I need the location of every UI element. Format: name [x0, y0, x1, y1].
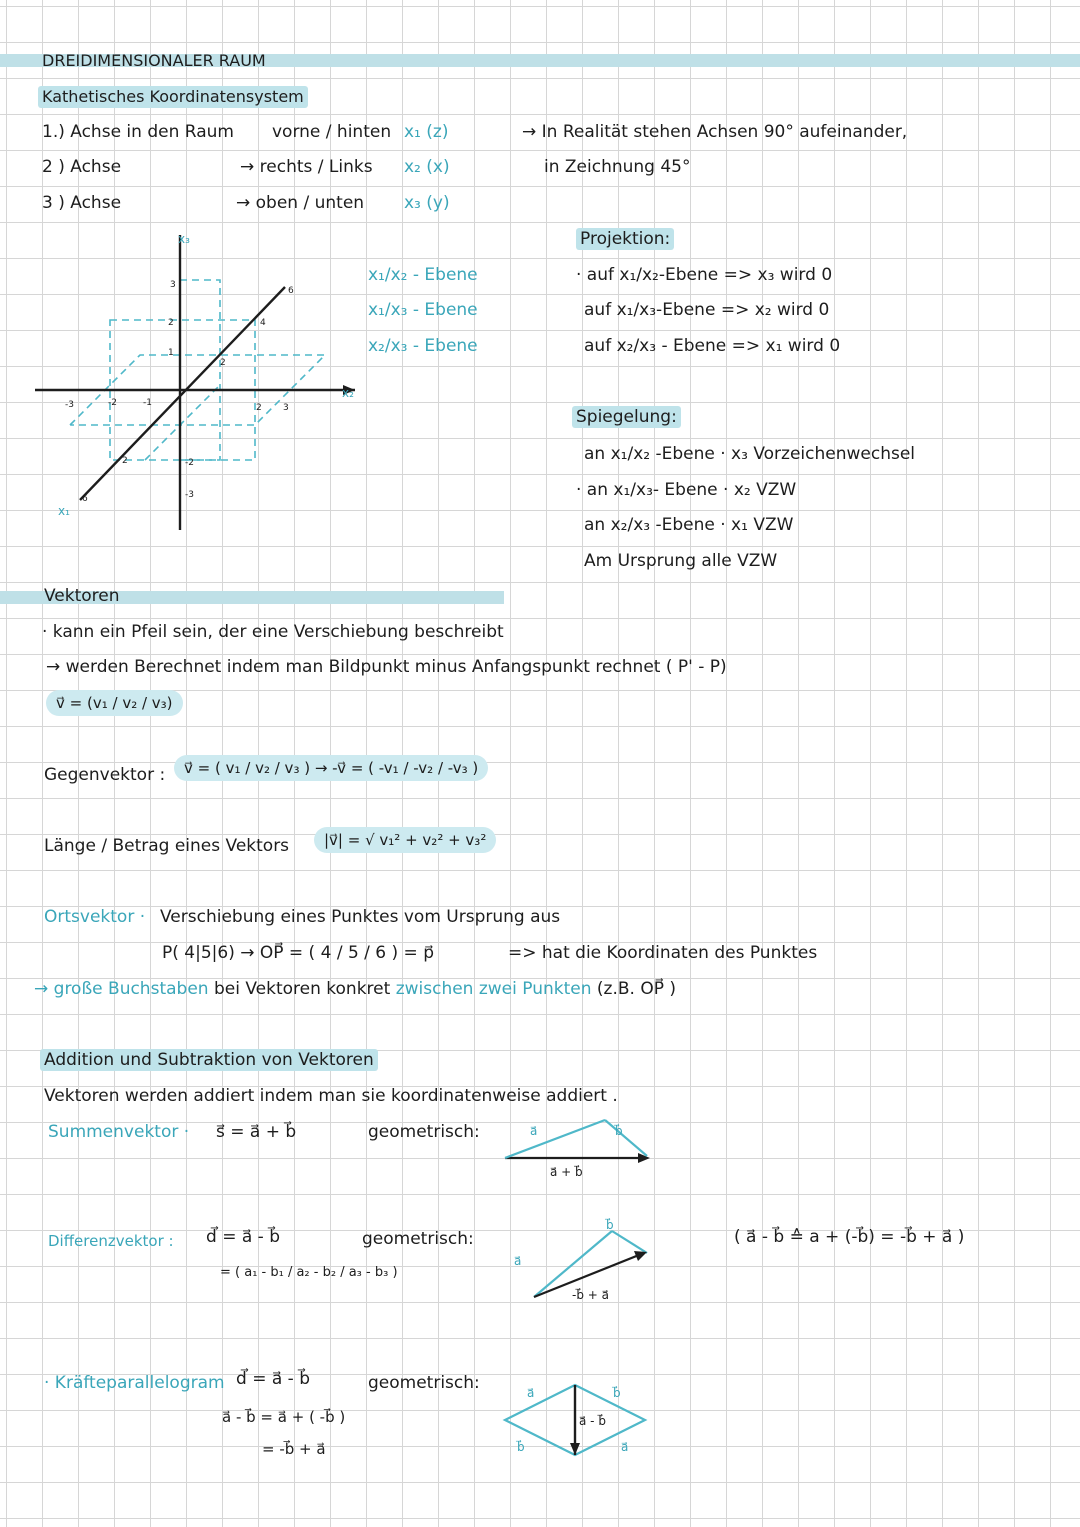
mirror-title: Spiegelung: [572, 406, 681, 428]
sum-fig-s: a⃗ + b⃗ [550, 1165, 583, 1179]
svg-text:2: 2 [256, 403, 262, 413]
differenzvektor-formula: d⃗ = a⃗ - b⃗ [206, 1227, 280, 1247]
sum-fig-a: a⃗ [530, 1124, 538, 1138]
rule-part-d: (z.B. OP⃗ ) [591, 979, 677, 999]
projection-item-1: · auf x₁/x₂-Ebene => x₃ wird 0 [576, 265, 833, 285]
kraft-geo-label: geometrisch: [368, 1373, 480, 1393]
mirror-item-3: an x₂/x₃ -Ebene · x₁ VZW [584, 515, 794, 535]
kraft-fig-a2: a⃗ [621, 1440, 629, 1454]
gegenvektor-formula: v⃗ = ( v₁ / v₂ / v₃ ) → -v⃗ = ( -v₁ / -v₂ / -v₃ ) [174, 755, 488, 781]
kraft-formula-1: d⃗ = a⃗ - b⃗ [236, 1369, 310, 1389]
x3-axis-label: x₃ [178, 232, 190, 246]
laenge-formula: |v⃗| = √ v₁² + v₂² + v₃² [314, 827, 496, 853]
axis-2-label: 2 ) Achse [42, 157, 122, 177]
sum-vector-figure [495, 1110, 665, 1190]
svg-text:-2: -2 [108, 398, 117, 408]
vectors-line-1: · kann ein Pfeil sein, der eine Verschiebung beschreibt [42, 622, 504, 642]
vector-definition: v⃗ = (v₁ / v₂ / v₃) [46, 690, 183, 716]
ortsvektor-rule [34, 978, 676, 1000]
force-parallelogram-figure [495, 1375, 655, 1465]
addsub-line: Vektoren werden addiert indem man sie koordinatenweise addiert . [44, 1086, 618, 1106]
axis-3-label: 3 ) Achse [42, 193, 122, 213]
differenzvektor-components: = ( a₁ - b₁ / a₂ - b₂ / a₃ - b₃ ) [220, 1265, 398, 1280]
svg-text:6: 6 [288, 286, 294, 296]
mirror-item-2: · an x₁/x₃- Ebene · x₂ VZW [576, 480, 797, 500]
ortsvektor-example: P( 4|5|6) → OP⃗ = ( 4 / 5 / 6 ) = p⃗ [162, 943, 434, 963]
axis-2-dir: → rechts / Links [240, 157, 373, 177]
axis-1-dir: vorne / hinten [272, 122, 392, 142]
kraft-formula-3: = -b⃗ + a⃗ [262, 1440, 326, 1458]
kraft-formula-2: a⃗ - b⃗ = a⃗ + ( -b⃗ ) [222, 1408, 346, 1426]
svg-text:-3: -3 [185, 490, 194, 500]
svg-text:2: 2 [168, 318, 174, 328]
kraft-fig-a: a⃗ [527, 1386, 535, 1400]
svg-text:6: 6 [82, 494, 88, 504]
ortsvektor-label: Ortsvektor · [44, 907, 146, 927]
ortsvektor-desc: Verschiebung eines Punktes vom Ursprung aus [160, 907, 561, 927]
svg-text:-1: -1 [143, 398, 152, 408]
vectors-line-2: → werden Berechnet indem man Bildpunkt minus Anfangspunkt rechnet ( P' - P) [46, 657, 727, 677]
plane-x2x3: x₂/x₃ - Ebene [368, 336, 478, 356]
summenvektor-formula: s⃗ = a⃗ + b⃗ [216, 1122, 297, 1142]
svg-text:2: 2 [122, 456, 128, 466]
ortsvektor-note: => hat die Koordinaten des Punktes [508, 943, 818, 963]
kraft-fig-b2: b⃗ [517, 1440, 525, 1454]
summenvektor-label: Summenvektor · [48, 1122, 190, 1142]
projection-title: Projektion: [576, 228, 674, 250]
sum-fig-b: b⃗ [615, 1124, 623, 1138]
gegenvektor-label: Gegenvektor : [44, 765, 166, 785]
vectors-title: Vektoren [44, 586, 120, 606]
reality-note-1: → In Realität stehen Achsen 90° aufeinander, [522, 122, 908, 142]
svg-text:3: 3 [283, 403, 289, 413]
differenzvektor-label: Differenzvektor : [48, 1232, 174, 1250]
sum-geo-label: geometrisch: [368, 1122, 480, 1142]
svg-text:1: 1 [168, 348, 174, 358]
diff-fig-b: b⃗ [606, 1218, 614, 1232]
kraft-fig-b: b⃗ [613, 1386, 621, 1400]
svg-text:3: 3 [170, 280, 176, 290]
rule-part-c: zwischen zwei Punkten [395, 979, 592, 999]
svg-text:-2: -2 [185, 458, 194, 468]
projection-item-3: auf x₂/x₃ - Ebene => x₁ wird 0 [584, 336, 841, 356]
axis-1-name: x₁ (z) [404, 122, 449, 142]
axis-3-dir: → oben / unten [236, 193, 365, 213]
axis-2-name: x₂ (x) [404, 157, 450, 177]
reality-note-2: in Zeichnung 45° [544, 157, 691, 177]
diff-fig-r: -b⃗ + a⃗ [572, 1288, 609, 1302]
laenge-label: Länge / Betrag eines Vektors [44, 836, 290, 856]
difference-vector-figure [512, 1215, 662, 1305]
mirror-item-1: an x₁/x₂ -Ebene · x₃ Vorzeichenwechsel [584, 444, 916, 464]
axis-1-label: 1.) Achse in den Raum [42, 122, 234, 142]
rule-part-a: → große Buchstaben [34, 979, 209, 999]
page-title: DREIDIMENSIONALER RAUM [42, 51, 266, 70]
addsub-title: Addition und Subtraktion von Vektoren [40, 1049, 378, 1071]
diff-fig-a: a⃗ [514, 1254, 522, 1268]
mirror-item-4: Am Ursprung alle VZW [584, 551, 778, 571]
svg-text:2: 2 [220, 358, 226, 368]
diff-geo-label: geometrisch: [362, 1229, 474, 1249]
svg-text:-3: -3 [65, 400, 74, 410]
coordinate-system-sketch [30, 225, 390, 545]
difference-identity: ( a⃗ - b⃗ ≙ a + (-b⃗) = -b⃗ + a⃗ ) [734, 1227, 965, 1247]
kraefteparallelogram-label: · Kräfteparallelogram [44, 1373, 225, 1393]
x2-axis-label: x₂ [342, 386, 354, 400]
x1-axis-label: x₁ [58, 504, 70, 518]
kraft-fig-d: a⃗ - b⃗ [579, 1414, 606, 1428]
projection-item-2: auf x₁/x₃-Ebene => x₂ wird 0 [584, 300, 830, 320]
rule-part-b: bei Vektoren konkret [208, 979, 396, 999]
plane-x1x2: x₁/x₂ - Ebene [368, 265, 478, 285]
axis-3-name: x₃ (y) [404, 193, 450, 213]
plane-x1x3: x₁/x₃ - Ebene [368, 300, 478, 320]
svg-text:4: 4 [260, 318, 266, 328]
subheading: Kathetisches Koordinatensystem [38, 86, 308, 108]
